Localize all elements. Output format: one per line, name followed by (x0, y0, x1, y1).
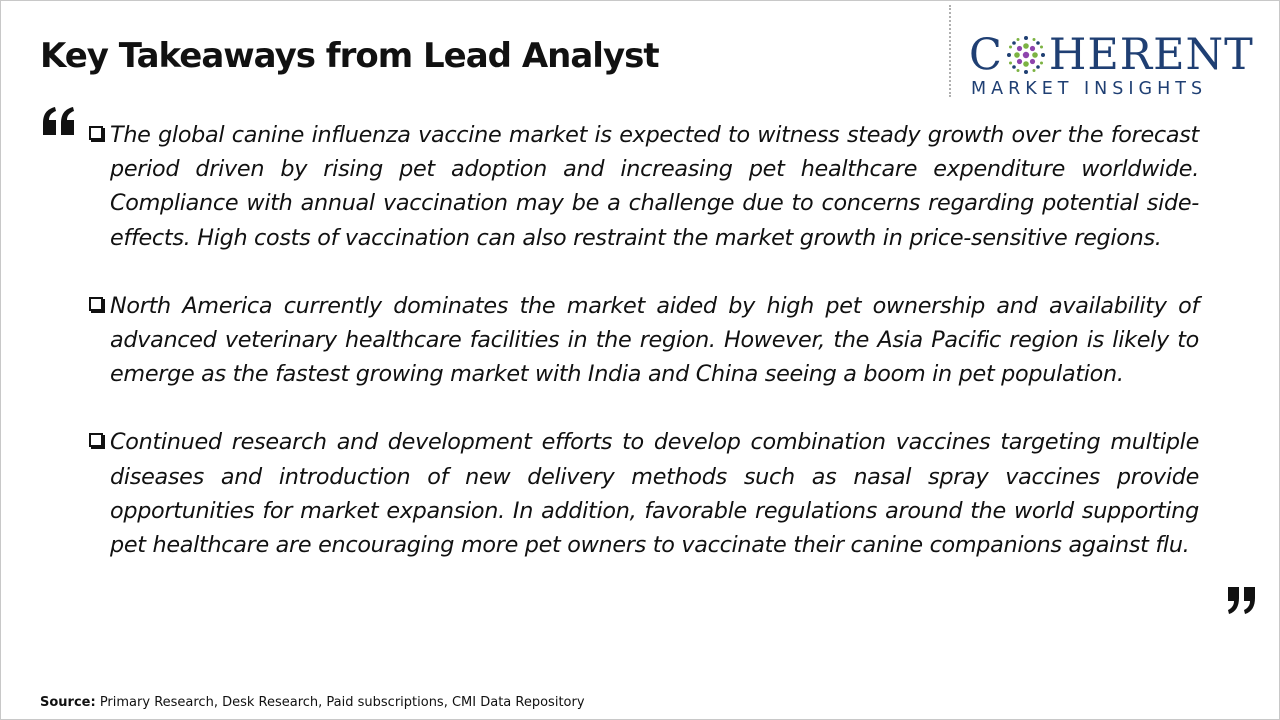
logo-brand-prefix: C (969, 30, 1003, 80)
logo-dot-globe-icon (1004, 33, 1048, 77)
quote-close-icon (1226, 586, 1258, 616)
source-label: Source: (40, 695, 96, 710)
checkbox-bullet-icon (89, 433, 103, 447)
source-footer (40, 695, 585, 710)
list-item (89, 289, 1199, 392)
logo-tagline: MARKET INSIGHTS (971, 79, 1208, 99)
list-item (89, 118, 1199, 255)
source-text: Primary Research, Desk Research, Paid subscriptions, CMI Data Repository (95, 695, 585, 710)
list-item (89, 425, 1199, 562)
checkbox-bullet-icon (89, 297, 103, 311)
coherent-logo (969, 31, 1269, 101)
header-divider (949, 5, 951, 97)
takeaway-text: The global canine influenza vaccine market is expected to witness steady growth over the forecast period driven by rising pet adoption and increasing pet healthcare expenditure worldwide. Compliance with annual vaccination may be a challenge due to concerns regarding potential side-effects. High costs of vaccination can also restraint the market growth in price-sensitive regions. (110, 122, 1199, 251)
logo-brand-suffix: HERENT (1048, 30, 1254, 80)
takeaway-text: Continued research and development efforts to develop combination vaccines targeting multiple diseases and introduction of new delivery methods such as nasal spray vaccines provide opportunities for market expansion. In addition, favorable regulations around the world supporting pet healthcare are encouraging more pet owners to vaccinate their canine companions against flu. (110, 429, 1199, 559)
page-title: Key Takeaways from Lead Analyst (40, 36, 659, 76)
checkbox-bullet-icon (89, 126, 103, 140)
quote-open-icon (41, 105, 77, 137)
takeaways-list (89, 118, 1199, 596)
logo-wordmark (969, 31, 1254, 79)
takeaway-text: North America currently dominates the market aided by high pet ownership and availability of advanced veterinary healthcare facilities in the region. However, the Asia Pacific region is likely to emerge as the fastest growing market with India and China seeing a boom in pet population. (110, 292, 1199, 388)
